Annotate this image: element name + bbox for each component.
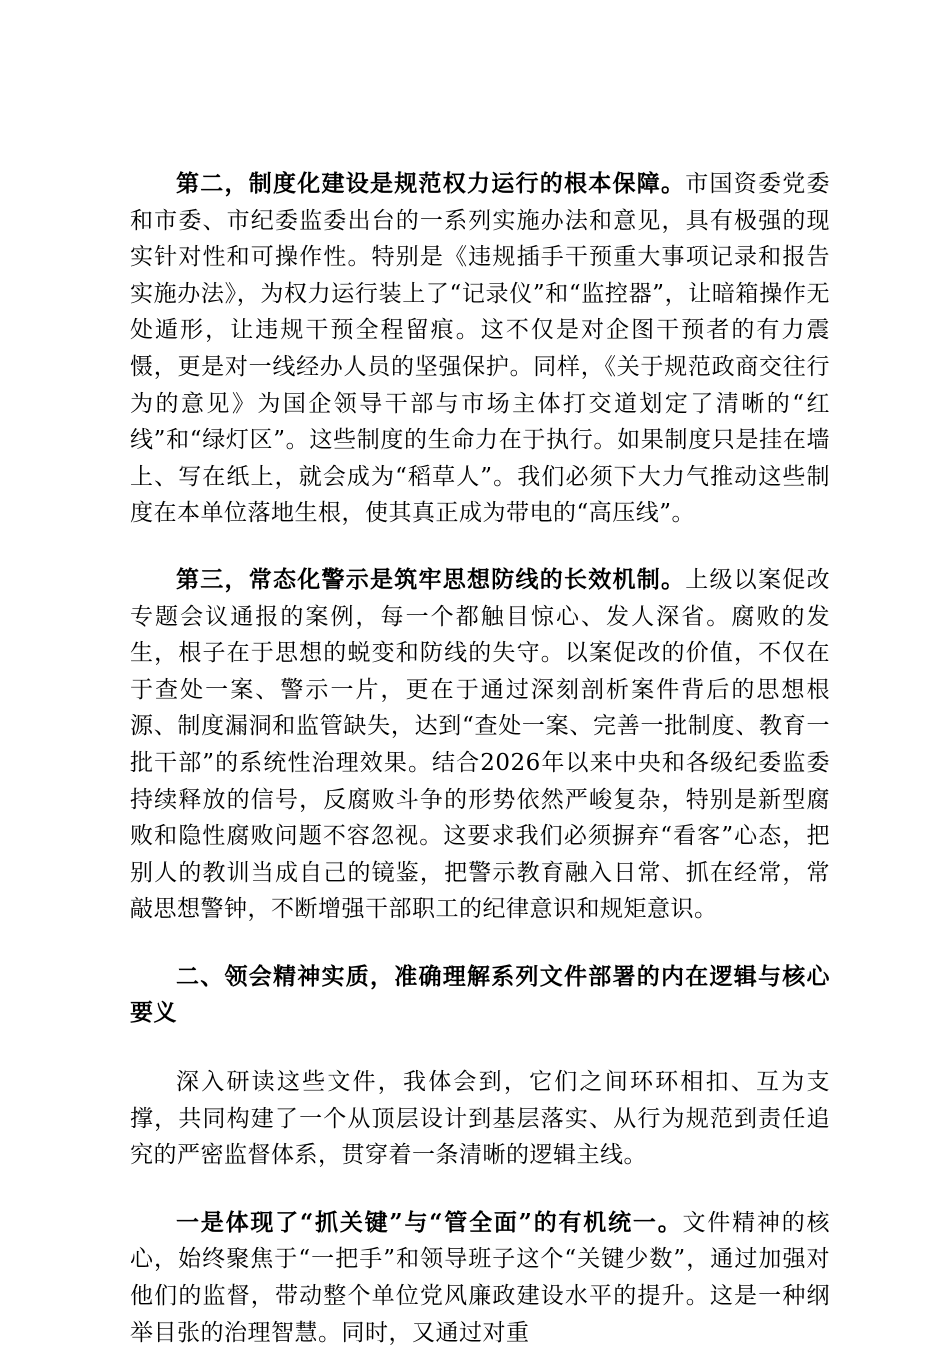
paragraph-text: 深入研读这些文件，我体会到，它们之间环环相扣、互为支撑，共同构建了一个从顶层设计到基层落实、从行为规范到责任追究的严密监督体系，贯穿着一条清晰的逻辑主线。 (130, 1069, 830, 1169)
paragraph-text: 文件精神的核心，始终聚焦于“一把手”和领导班子这个“关键少数”，通过加强对他们的监督，带动整个单位党风廉政建设水平的提升。这是一种纲举目张的治理智慧。同时，又通过对重 (130, 1209, 830, 1346)
paragraph-institutional-guarantee (130, 166, 830, 532)
paragraph-lead: 一是体现了“抓关键”与“管全面”的有机统一。 (176, 1208, 683, 1236)
paragraph-regular-warning (130, 562, 830, 928)
paragraph-text: 上级以案促改专题会议通报的案例，每一个都触目惊心、发人深省。腐败的发生，根子在于思想的蜕变和防线的失守。以案促改的价值，不仅在于查处一案、警示一片，更在于通过深刻剖析案件背后的思想根源、制度漏洞和监管缺失，达到“查处一案、完善一批制度、教育一批干部”的系统性治理效果。结合2026年以来中央和各级纪委监委持续释放的信号，反腐败斗争的形势依然严峻复杂，特别是新型腐败和隐性腐败问题不容忽视。这要求我们必须摒弃“看客”心态，把别人的教训当成自己的镜鉴，把警示教育融入日常、抓在经常，常敲思想警钟，不断增强干部职工的纪律意识和规矩意识。 (130, 566, 830, 923)
paragraph-study-insight (130, 1064, 830, 1174)
paragraph-key-and-whole (130, 1205, 830, 1351)
paragraph-lead: 第三，常态化警示是筑牢思想防线的长效机制。 (176, 565, 686, 593)
paragraph-text: 市国资委党委和市委、市纪委监委出台的一系列实施办法和意见，具有极强的现实针对性和可操作性。特别是《违规插手干预重大事项记录和报告实施办法》，为权力运行装上了“记录仪”和“监控器”，让暗箱操作无处遁形，让违规干预全程留痕。这不仅是对企图干预者的有力震慑，更是对一线经办人员的坚强保护。同样，《关于规范政商交往行为的意见》为国企领导干部与市场主体打交道划定了清晰的“红线”和“绿灯区”。这些制度的生命力在于执行。如果制度只是挂在墙上、写在纸上，就会成为“稻草人”。我们必须下大力气推动这些制度在本单位落地生根，使其真正成为带电的“高压线”。 (130, 171, 830, 527)
paragraph-lead: 第二，制度化建设是规范权力运行的根本保障。 (176, 170, 686, 197)
document-body (130, 166, 830, 1351)
section-heading-2: 二、领会精神实质，准确理解系列文件部署的内在逻辑与核心要义 (130, 962, 830, 1027)
